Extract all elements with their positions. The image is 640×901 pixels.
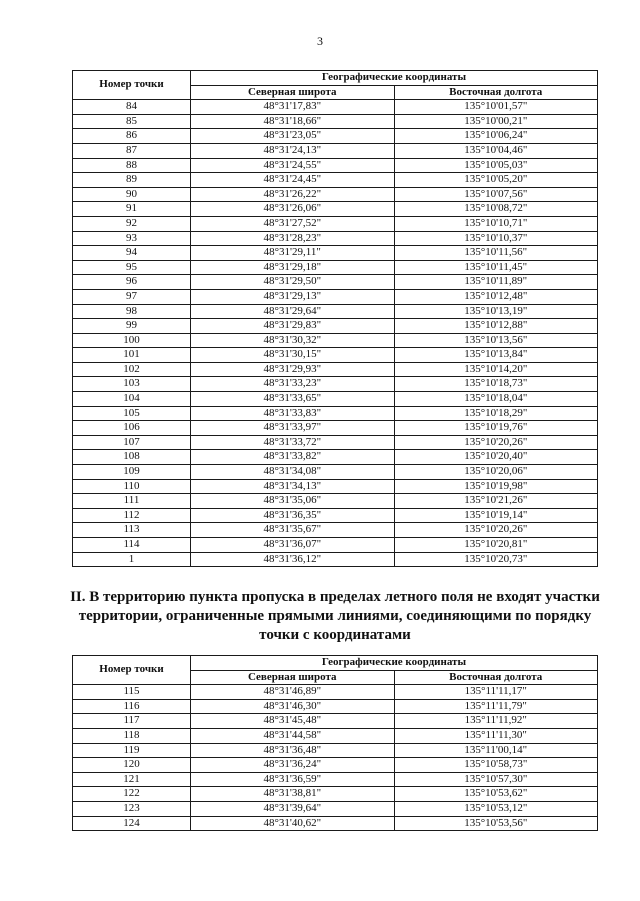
point-number-cell: 85 [73, 114, 191, 129]
longitude-cell: 135°10'20,73" [394, 552, 598, 567]
longitude-cell: 135°10'11,45" [394, 260, 598, 275]
table-row [73, 714, 598, 729]
point-number-cell: 110 [73, 479, 191, 494]
latitude-cell: 48°31'26,06" [191, 202, 395, 217]
table-row [73, 231, 598, 246]
latitude-cell: 48°31'24,55" [191, 158, 395, 173]
table-row [73, 275, 598, 290]
latitude-cell: 48°31'29,50" [191, 275, 395, 290]
point-number-cell: 84 [73, 100, 191, 115]
point-number-cell: 115 [73, 685, 191, 700]
latitude-cell: 48°31'33,72" [191, 435, 395, 450]
longitude-cell: 135°10'05,03" [394, 158, 598, 173]
point-number-cell: 120 [73, 758, 191, 773]
longitude-cell: 135°10'10,71" [394, 216, 598, 231]
table-row [73, 377, 598, 392]
table-row [73, 304, 598, 319]
latitude-cell: 48°31'33,65" [191, 392, 395, 407]
point-number-cell: 94 [73, 246, 191, 261]
header-north-latitude: Северная широта [191, 670, 395, 685]
longitude-cell: 135°10'11,89" [394, 275, 598, 290]
longitude-cell: 135°10'14,20" [394, 362, 598, 377]
longitude-cell: 135°10'18,04" [394, 392, 598, 407]
table-row [73, 728, 598, 743]
table-row [73, 392, 598, 407]
point-number-cell: 90 [73, 187, 191, 202]
table-row [73, 333, 598, 348]
point-number-cell: 117 [73, 714, 191, 729]
latitude-cell: 48°31'29,64" [191, 304, 395, 319]
latitude-cell: 48°31'30,32" [191, 333, 395, 348]
point-number-cell: 99 [73, 319, 191, 334]
latitude-cell: 48°31'36,07" [191, 538, 395, 553]
latitude-cell: 48°31'34,08" [191, 465, 395, 480]
table-header [73, 656, 598, 685]
latitude-cell: 48°31'28,23" [191, 231, 395, 246]
coordinates-table-2 [72, 655, 598, 831]
latitude-cell: 48°31'26,22" [191, 187, 395, 202]
table-row [73, 362, 598, 377]
table-row [73, 187, 598, 202]
latitude-cell: 48°31'36,35" [191, 508, 395, 523]
longitude-cell: 135°10'06,24" [394, 129, 598, 144]
header-geo-coordinates: Географические координаты [191, 71, 598, 86]
table-row [73, 699, 598, 714]
latitude-cell: 48°31'36,24" [191, 758, 395, 773]
table-row [73, 406, 598, 421]
header-east-longitude: Восточная долгота [394, 85, 598, 100]
latitude-cell: 48°31'36,59" [191, 772, 395, 787]
header-north-latitude: Северная широта [191, 85, 395, 100]
longitude-cell: 135°10'58,73" [394, 758, 598, 773]
longitude-cell: 135°10'19,98" [394, 479, 598, 494]
latitude-cell: 48°31'45,48" [191, 714, 395, 729]
latitude-cell: 48°31'29,18" [191, 260, 395, 275]
point-number-cell: 101 [73, 348, 191, 363]
latitude-cell: 48°31'35,06" [191, 494, 395, 509]
latitude-cell: 48°31'44,58" [191, 728, 395, 743]
header-east-longitude: Восточная долгота [394, 670, 598, 685]
table-row [73, 435, 598, 450]
longitude-cell: 135°11'11,30" [394, 728, 598, 743]
longitude-cell: 135°10'12,48" [394, 289, 598, 304]
latitude-cell: 48°31'38,81" [191, 787, 395, 802]
point-number-cell: 111 [73, 494, 191, 509]
longitude-cell: 135°10'53,56" [394, 816, 598, 831]
latitude-cell: 48°31'33,83" [191, 406, 395, 421]
table-row [73, 772, 598, 787]
longitude-cell: 135°10'20,26" [394, 523, 598, 538]
longitude-cell: 135°10'20,26" [394, 435, 598, 450]
point-number-cell: 89 [73, 173, 191, 188]
longitude-cell: 135°11'11,92" [394, 714, 598, 729]
longitude-cell: 135°11'11,79" [394, 699, 598, 714]
table-row [73, 421, 598, 436]
table-row [73, 129, 598, 144]
table-row [73, 801, 598, 816]
point-number-cell: 97 [73, 289, 191, 304]
longitude-cell: 135°10'07,56" [394, 187, 598, 202]
point-number-cell: 105 [73, 406, 191, 421]
longitude-cell: 135°10'20,06" [394, 465, 598, 480]
table-row [73, 202, 598, 217]
latitude-cell: 48°31'27,52" [191, 216, 395, 231]
latitude-cell: 48°31'24,45" [191, 173, 395, 188]
point-number-cell: 87 [73, 143, 191, 158]
latitude-cell: 48°31'35,67" [191, 523, 395, 538]
point-number-cell: 86 [73, 129, 191, 144]
point-number-cell: 103 [73, 377, 191, 392]
point-number-cell: 119 [73, 743, 191, 758]
latitude-cell: 48°31'33,82" [191, 450, 395, 465]
longitude-cell: 135°10'11,56" [394, 246, 598, 261]
point-number-cell: 104 [73, 392, 191, 407]
latitude-cell: 48°31'17,83" [191, 100, 395, 115]
latitude-cell: 48°31'39,64" [191, 801, 395, 816]
table-row [73, 538, 598, 553]
point-number-cell: 112 [73, 508, 191, 523]
latitude-cell: 48°31'33,97" [191, 421, 395, 436]
longitude-cell: 135°10'18,29" [394, 406, 598, 421]
point-number-cell: 98 [73, 304, 191, 319]
longitude-cell: 135°11'00,14" [394, 743, 598, 758]
latitude-cell: 48°31'36,48" [191, 743, 395, 758]
longitude-cell: 135°10'13,19" [394, 304, 598, 319]
table-row [73, 494, 598, 509]
table-row [73, 114, 598, 129]
table-row [73, 348, 598, 363]
section-heading: II. В территорию пункта пропуска в пределах летного поля не входят участки территории, ограниченные прямыми линиями, соединяющими по порядку точки с координатами [70, 589, 600, 643]
latitude-cell: 48°31'24,13" [191, 143, 395, 158]
table-row [73, 319, 598, 334]
point-number-cell: 96 [73, 275, 191, 290]
longitude-cell: 135°10'57,30" [394, 772, 598, 787]
latitude-cell: 48°31'40,62" [191, 816, 395, 831]
longitude-cell: 135°10'08,72" [394, 202, 598, 217]
point-number-cell: 92 [73, 216, 191, 231]
point-number-cell: 100 [73, 333, 191, 348]
table-row [73, 552, 598, 567]
point-number-cell: 123 [73, 801, 191, 816]
longitude-cell: 135°10'53,62" [394, 787, 598, 802]
longitude-cell: 135°10'04,46" [394, 143, 598, 158]
longitude-cell: 135°10'19,14" [394, 508, 598, 523]
point-number-cell: 109 [73, 465, 191, 480]
point-number-cell: 118 [73, 728, 191, 743]
point-number-cell: 106 [73, 421, 191, 436]
coordinates-table-1 [72, 70, 598, 567]
point-number-cell: 91 [73, 202, 191, 217]
table-row [73, 758, 598, 773]
table-row [73, 289, 598, 304]
table-row [73, 816, 598, 831]
table-body [73, 685, 598, 831]
table-row [73, 787, 598, 802]
table-header [73, 71, 598, 100]
latitude-cell: 48°31'33,23" [191, 377, 395, 392]
latitude-cell: 48°31'34,13" [191, 479, 395, 494]
latitude-cell: 48°31'29,83" [191, 319, 395, 334]
point-number-cell: 107 [73, 435, 191, 450]
longitude-cell: 135°10'21,26" [394, 494, 598, 509]
table-row [73, 173, 598, 188]
longitude-cell: 135°10'01,57" [394, 100, 598, 115]
point-number-cell: 114 [73, 538, 191, 553]
longitude-cell: 135°10'13,56" [394, 333, 598, 348]
table-row [73, 158, 598, 173]
header-point-number: Номер точки [73, 656, 191, 685]
table-body [73, 100, 598, 567]
latitude-cell: 48°31'30,15" [191, 348, 395, 363]
latitude-cell: 48°31'29,93" [191, 362, 395, 377]
longitude-cell: 135°10'20,81" [394, 538, 598, 553]
latitude-cell: 48°31'23,05" [191, 129, 395, 144]
table-row [73, 479, 598, 494]
header-point-number: Номер точки [73, 71, 191, 100]
point-number-cell: 102 [73, 362, 191, 377]
longitude-cell: 135°10'10,37" [394, 231, 598, 246]
point-number-cell: 121 [73, 772, 191, 787]
point-number-cell: 116 [73, 699, 191, 714]
point-number-cell: 88 [73, 158, 191, 173]
header-geo-coordinates: Географические координаты [191, 656, 598, 671]
point-number-cell: 95 [73, 260, 191, 275]
longitude-cell: 135°10'13,84" [394, 348, 598, 363]
table-row [73, 246, 598, 261]
latitude-cell: 48°31'46,30" [191, 699, 395, 714]
latitude-cell: 48°31'18,66" [191, 114, 395, 129]
table-row [73, 685, 598, 700]
latitude-cell: 48°31'36,12" [191, 552, 395, 567]
header-row [73, 656, 598, 671]
table-row [73, 465, 598, 480]
page-number: 3 [317, 34, 323, 48]
longitude-cell: 135°10'19,76" [394, 421, 598, 436]
table-row [73, 216, 598, 231]
table-row [73, 260, 598, 275]
longitude-cell: 135°10'05,20" [394, 173, 598, 188]
latitude-cell: 48°31'29,13" [191, 289, 395, 304]
longitude-cell: 135°10'53,12" [394, 801, 598, 816]
table-row [73, 508, 598, 523]
table-row [73, 450, 598, 465]
point-number-cell: 122 [73, 787, 191, 802]
longitude-cell: 135°10'20,40" [394, 450, 598, 465]
longitude-cell: 135°10'12,88" [394, 319, 598, 334]
longitude-cell: 135°10'00,21" [394, 114, 598, 129]
point-number-cell: 1 [73, 552, 191, 567]
table-row [73, 143, 598, 158]
longitude-cell: 135°10'18,73" [394, 377, 598, 392]
table-row [73, 523, 598, 538]
latitude-cell: 48°31'29,11" [191, 246, 395, 261]
header-row [73, 71, 598, 86]
point-number-cell: 108 [73, 450, 191, 465]
latitude-cell: 48°31'46,89" [191, 685, 395, 700]
point-number-cell: 93 [73, 231, 191, 246]
table-row [73, 743, 598, 758]
point-number-cell: 124 [73, 816, 191, 831]
point-number-cell: 113 [73, 523, 191, 538]
longitude-cell: 135°11'11,17" [394, 685, 598, 700]
table-row [73, 100, 598, 115]
